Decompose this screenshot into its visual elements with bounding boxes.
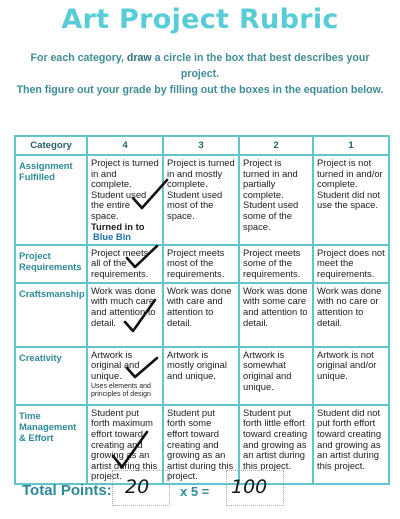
- design-note: Uses elements and principles of design: [91, 382, 151, 398]
- row-assignment-fulfilled: [15, 155, 389, 245]
- cell-score-2[interactable]: Project is turned in and partially complete. Student used some of the space.: [239, 155, 313, 245]
- header-score-1: 1: [313, 136, 389, 155]
- cell-score-2[interactable]: Work was done with some care and attention to detail.: [239, 283, 313, 347]
- cell-score-1[interactable]: Artwork is not original and/or unique.: [313, 347, 389, 405]
- header-score-2: 2: [239, 136, 313, 155]
- cell-score-4[interactable]: [87, 155, 163, 245]
- instructions-line1-start: For each category,: [30, 52, 127, 64]
- row-time-management: [15, 405, 389, 484]
- instructions-line2: Then figure out your grade by filling out the boxes in the equation below.: [16, 84, 384, 96]
- category-label: Craftsmanship: [15, 283, 87, 347]
- cell-score-4[interactable]: [87, 347, 163, 405]
- header-category: Category: [15, 136, 87, 155]
- header-score-3: 3: [163, 136, 239, 155]
- header-row: [15, 136, 389, 155]
- grade-value: 100: [231, 476, 268, 498]
- blue-bin-label: Blue Bin: [93, 231, 132, 243]
- row-craftsmanship: [15, 283, 389, 347]
- cell-score-4[interactable]: [87, 283, 163, 347]
- cell-score-2[interactable]: Project meets some of the requirements.: [239, 245, 313, 283]
- cell-score-1[interactable]: Project does not meet the requirements.: [313, 245, 389, 283]
- cell-score-3[interactable]: Work was done with care and attention to detail.: [163, 283, 239, 347]
- cell-score-4[interactable]: [87, 245, 163, 283]
- cell-text: Artwork is original and unique.: [91, 348, 140, 381]
- cell-text: Work was done with much care and attention to detail.: [91, 284, 156, 328]
- cell-score-2[interactable]: Artwork is somewhat original and unique.: [239, 347, 313, 405]
- instructions-highlight: draw: [126, 52, 152, 64]
- row-project-requirements: [15, 245, 389, 283]
- cell-score-3[interactable]: Artwork is mostly original and unique.: [163, 347, 239, 405]
- rubric-table: [14, 135, 390, 485]
- grade-box[interactable]: [226, 470, 284, 506]
- header-score-4: 4: [87, 136, 163, 155]
- category-label: Creativity: [15, 347, 87, 405]
- row-creativity: [15, 347, 389, 405]
- instructions-line1-end: a circle in the box that best describes your project.: [151, 52, 370, 80]
- turned-in-label: Turned in to: [91, 220, 145, 232]
- instructions: [14, 50, 386, 98]
- cell-text: Project meets all of the requirements.: [91, 246, 149, 279]
- points-value: 20: [125, 476, 150, 498]
- cell-text: Student put forth maximum effort toward creating and growing as an artist during this project.: [91, 406, 158, 482]
- points-box[interactable]: [112, 470, 170, 506]
- category-label: Assignment Fulfilled: [15, 155, 87, 245]
- category-label: Project Requirements: [15, 245, 87, 283]
- cell-score-3[interactable]: Project meets most of the requirements.: [163, 245, 239, 283]
- cell-score-1[interactable]: Project is not turned in and/or complete. Student did not use the space.: [313, 155, 389, 245]
- multiplier-text: x 5 =: [180, 484, 210, 499]
- cell-score-2[interactable]: Student put forth little effort toward creating and growing as an artist during this project.: [239, 405, 313, 484]
- total-points-label: Total Points:: [22, 482, 112, 499]
- cell-score-1[interactable]: Work was done with no care or attention to detail.: [313, 283, 389, 347]
- cell-score-1[interactable]: Student did not put forth effort toward creating and growing as an artist during this project.: [313, 405, 389, 484]
- cell-score-3[interactable]: Project is turned in and mostly complete. Student used most of the space.: [163, 155, 239, 245]
- rubric-title: Art Project Rubric: [61, 4, 339, 35]
- category-label: Time Management & Effort: [15, 405, 87, 484]
- cell-score-3[interactable]: Student put forth some effort toward creating and growing as an artist during this project.: [163, 405, 239, 484]
- cell-text: Project is turned in and complete. Student used the entire space.: [91, 157, 159, 221]
